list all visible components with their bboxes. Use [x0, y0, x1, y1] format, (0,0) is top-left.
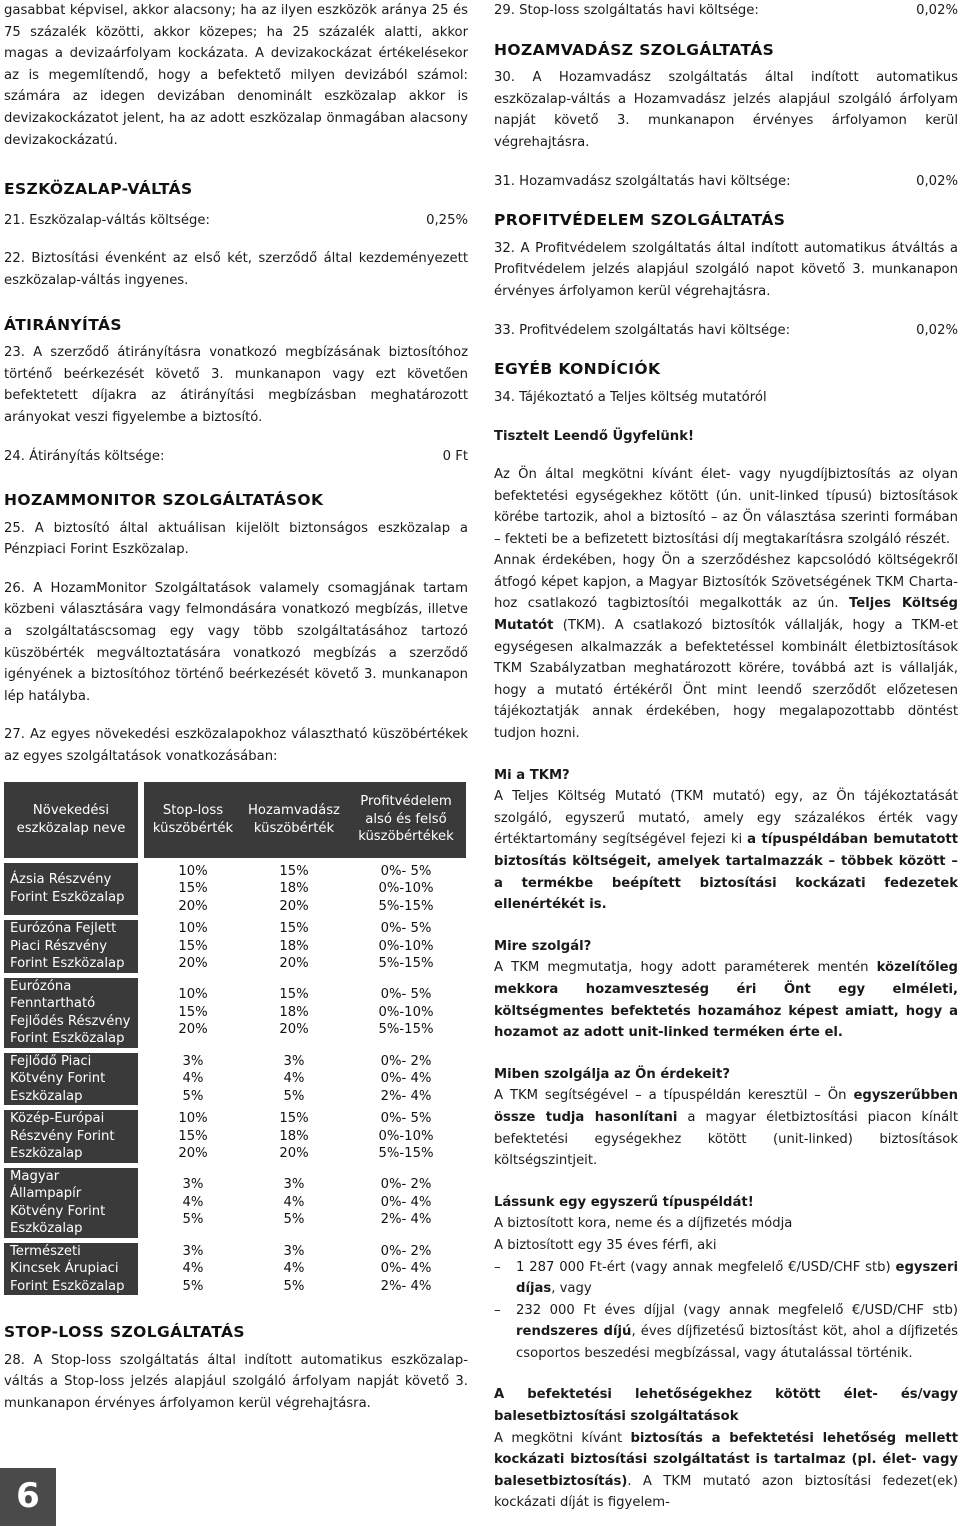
fee-label-21: 21. Eszközalap-váltás költsége:: [4, 212, 210, 228]
section-title-profitvedelem: PROFITVÉDELEM SZOLGÁLTATÁS: [494, 211, 786, 230]
stoploss-values: 10% 15% 20%: [141, 860, 242, 918]
fee-value-33: 0,02%: [916, 322, 958, 338]
fund-name: Eurózóna Fenntartható Fejlődés Részvény Forint Eszközalap: [4, 975, 141, 1050]
fund-name: Természeti Kincsek Árupiaci Forint Eszközalap: [4, 1240, 141, 1298]
fee-row-33: [494, 320, 958, 342]
answer-miben-szolgalja: A TKM segítségével – a típuspéldán keresztül – Ön egyszerűbben össze tudja hasonlítani a magyar életbiztosítási piacon kínált befektetési egységekhez kötött (unit-linked) biztosítások költségszintjeit.: [494, 1088, 958, 1169]
section-title-hozamvadasz: HOZAMVADÁSZ SZOLGÁLTATÁS: [494, 40, 775, 59]
fee-value-29: 0,02%: [916, 3, 958, 18]
stoploss-values: 10% 15% 20%: [141, 1108, 242, 1166]
paragraph-26: 26. A HozamMonitor Szolgáltatások valamely csomagjának tartam közbeni választására vagy felmondására vonatkozó megbízás, illetve a szolgáltatáscsomag egy vagy több szolgáltatásához tartozó küszöbérték megváltoztatására vonatkozó megbízás a szerződő igényének a biztosítóhoz történő beérkezését követő 3. munkanapon lép hatályba.: [4, 580, 468, 704]
table-row: [4, 1050, 466, 1108]
paragraph-27: 27. Az egyes növekedési eszközalapokhoz választható küszöbértékek az egyes szolgáltatások vonatkozásában:: [4, 727, 468, 765]
table-header-fund: Növekedési eszközalap neve: [4, 782, 141, 861]
fund-name: Magyar Állampapír Kötvény Forint Eszközalap: [4, 1165, 141, 1240]
fee-value-21: 0,25%: [426, 212, 468, 228]
table-row: [4, 1108, 466, 1166]
question-miben-szolgalja: Miben szolgálja az Ön érdekeit?: [494, 1066, 731, 1082]
hozamvadasz-values: 15% 18% 20%: [242, 860, 346, 918]
paragraph-30: 30. A Hozamvadász szolgáltatás által indított automatikus eszközalap-váltás a Hozamvadász jelzés alapjául szolgáló árfolyam napját követő 3. munkanapon érvényes árfolyamon kerül végrehajtásra.: [494, 70, 958, 150]
paragraph-28: 28. A Stop-loss szolgáltatás által indított automatikus eszközalap-váltás a Stop-loss jelzés alapjául szolgáló árfolyam napját követő 3. munkanapon érvényes árfolyamon kerül végrehajtásra.: [4, 1352, 468, 1411]
stoploss-values: 10% 15% 20%: [141, 918, 242, 976]
fee-label-33: 33. Profitvédelem szolgáltatás havi költsége:: [494, 322, 791, 338]
fee-label-29: 29. Stop-loss szolgáltatás havi költsége:: [494, 3, 759, 18]
hozamvadasz-values: 15% 18% 20%: [242, 975, 346, 1050]
example-title: Lássunk egy egyszerű típuspéldát!: [494, 1194, 754, 1210]
hozamvadasz-values: 3% 4% 5%: [242, 1165, 346, 1240]
table-row: [4, 1165, 466, 1240]
section-title-eszkozalap-valtas: ESZKÖZALAP-VÁLTÁS: [4, 180, 193, 199]
tkm-charta-paragraph: Annak érdekében, hogy Ön a szerződéshez kapcsolódó költségekről átfogó képet kapjon, a Magyar Biztosítók Szövetségének TKM Charta-hoz csatlakozó tagbiztosítói megalkották az ún. Teljes Költség Mutatót (TKM). A csatlakozó biztosítók vállalják, hogy a TKM-et egységesen alkalmazzák a befektetéssel kombinált életbiztosítások TKM Szabályzatban meghatározott körére, továbbá azt is vállalják, hogy a mutató értékéről Önt mint leendő szerződőt előzetesen tájékoztatják annak érdekében, hogy megalapozottabb döntést tudjon hozni.: [494, 553, 959, 742]
fee-row-21: [4, 210, 468, 232]
profitvedelem-values: 0%- 2% 0%- 4% 2%- 4%: [346, 1165, 466, 1240]
fund-name: Közép-Európai Részvény Forint Eszközalap: [4, 1108, 141, 1166]
question-mi-a-tkm: Mi a TKM?: [494, 767, 570, 783]
stoploss-values: 3% 4% 5%: [141, 1240, 242, 1298]
section-befektetesi-lehetosegek-title: A befektetési lehetőségekhez kötött élet- és/vagy balesetbiztosítási szolgáltatások: [494, 1387, 958, 1425]
list-item: – 232 000 Ft éves díjjal (vagy annak megfelelő €/USD/CHF stb) rendszeres díjú, éves díjfizetésű biztosítást köt, ahol a díjfizetés csoportos beszedési megbízással, vagy átutalással történik.: [494, 1300, 958, 1365]
fee-row-29: [494, 0, 958, 22]
section-title-egyeb-kondiciok: EGYÉB KONDÍCIÓK: [494, 360, 661, 379]
table-row: [4, 975, 466, 1050]
profitvedelem-values: 0%- 5% 0%-10% 5%-15%: [346, 860, 466, 918]
left-column: [4, 0, 468, 1415]
profitvedelem-values: 0%- 5% 0%-10% 5%-15%: [346, 975, 466, 1050]
table-header-hozamvadasz: Hozamvadász küszöbérték: [242, 782, 346, 861]
stoploss-values: 10% 15% 20%: [141, 975, 242, 1050]
fee-row-31: [494, 171, 958, 193]
paragraph-32: 32. A Profitvédelem szolgáltatás által indított automatikus átváltás a Profitvédelem jelzés alapjául szolgáló napot követő 3. munkanapon érvényes árfolyamon kerül végrehajtásra.: [494, 240, 958, 299]
answer-mire-szolgal: A TKM megmutatja, hogy adott paraméterek mentén közelítőleg mekkora hozamveszteség éri Önt egy elméleti, költségmentes befektetés hozamához képest amiatt, hogy a hozamot az adott unit-linked terméken érte el.: [494, 960, 958, 1041]
table-row: [4, 1240, 466, 1298]
fund-name: Fejlődő Piaci Kötvény Forint Eszközalap: [4, 1050, 141, 1108]
hozamvadasz-values: 15% 18% 20%: [242, 1108, 346, 1166]
answer-mi-a-tkm: A Teljes Költség Mutató (TKM mutató) egy, az Ön tájékoztatását szolgáló, egyszerű mutató, amely egy százalékos érték vagy értéktartomány segítségével fejezi ki a típuspéldában bemutatott biztosítás költségeit, amelyek tartalmazzák – többek között – a termékbe beépített biztosítási kockázati fedezetek ellenértékét is.: [494, 789, 959, 913]
tkm-intro-paragraph: Az Ön által megkötni kívánt élet- vagy nyugdíjbiztosítás az olyan befektetési egységekhez kötött (ún. unit-linked típusú) biztosítások körébe tartozik, ahol a biztosító – az Ön választása szerinti formában – fekteti be a befizetett biztosítási díj megtakarításra szolgáló részét.: [494, 466, 958, 547]
section-title-hozammonitor: HOZAMMONITOR SZOLGÁLTATÁSOK: [4, 491, 324, 510]
question-mire-szolgal: Mire szolgál?: [494, 938, 592, 954]
hozamvadasz-values: 15% 18% 20%: [242, 918, 346, 976]
stoploss-values: 3% 4% 5%: [141, 1165, 242, 1240]
fee-label-31: 31. Hozamvadász szolgáltatás havi költsége:: [494, 173, 791, 189]
paragraph-34: 34. Tájékoztató a Teljes költség mutatóról: [494, 389, 767, 405]
table-header-stoploss: Stop-loss küszöbérték: [141, 782, 242, 861]
hozamvadasz-values: 3% 4% 5%: [242, 1240, 346, 1298]
fee-row-24: [4, 446, 468, 468]
table-header-profitvedelem: Profitvédelem alsó és felső küszöbértékek: [346, 782, 466, 861]
table-header-row: [4, 782, 466, 861]
fee-label-24: 24. Átirányítás költsége:: [4, 448, 165, 464]
table-row: [4, 918, 466, 976]
fund-name: Ázsia Részvény Forint Eszközalap: [4, 860, 141, 918]
paragraph-22: 22. Biztosítási évenként az első két, szerződő által kezdeményezett eszközalap-váltás ingyenes.: [4, 251, 468, 288]
section-befektetesi-lehetosegek-text: A megkötni kívánt biztosítás a befektetési lehetőség mellett kockázati biztosítási szolgáltatást is tartalmaz (pl. élet- vagy balesetbiztosítás). A TKM mutató azon biztosítási fedezet(ek) kockázati díját is figyelem-: [494, 1430, 959, 1511]
page-number: 6: [0, 1468, 56, 1526]
fund-name: Eurózóna Fejlett Piaci Részvény Forint Eszközalap: [4, 918, 141, 976]
greeting: Tisztelt Leendő Ügyfelünk!: [494, 429, 694, 445]
profitvedelem-values: 0%- 5% 0%-10% 5%-15%: [346, 1108, 466, 1166]
section-title-stop-loss: STOP-LOSS SZOLGÁLTATÁS: [4, 1323, 245, 1342]
example-subtitle: A biztosított kora, neme és a díjfizetés módja: [494, 1216, 793, 1232]
hozamvadasz-values: 3% 4% 5%: [242, 1050, 346, 1108]
profitvedelem-values: 0%- 2% 0%- 4% 2%- 4%: [346, 1240, 466, 1298]
stoploss-values: 3% 4% 5%: [141, 1050, 242, 1108]
fee-value-24: 0 Ft: [442, 448, 468, 464]
intro-paragraph: gasabbat képvisel, akkor alacsony; ha az ilyen eszközök aránya 25 és 75 százalék közötti, akkor közepes; ha 25 százalék alatti, akkor magas a devizaárfolyam kockázata. A devizakockázat értékelésekor az is megemlítendő, hogy a befektető milyen devizából számol: számára az idegen devizában denominált eszközalap akkor is devizakockázatot jelent, ha az adott eszközalap önmagában alacsony devizakockázatú.: [4, 3, 468, 148]
table-row: [4, 860, 466, 918]
fee-value-31: 0,02%: [916, 173, 958, 189]
profitvedelem-values: 0%- 2% 0%- 4% 2%- 4%: [346, 1050, 466, 1108]
paragraph-25: 25. A biztosító által aktuálisan kijelölt biztonságos eszközalap a Pénzpiaci Forint Eszközalap.: [4, 520, 468, 558]
list-item: – 1 287 000 Ft-ért (vagy annak megfelelő €/USD/CHF stb) egyszeri díjas, vagy: [494, 1257, 958, 1300]
profitvedelem-values: 0%- 5% 0%-10% 5%-15%: [346, 918, 466, 976]
example-intro: A biztosított egy 35 éves férfi, aki: [494, 1237, 717, 1253]
section-title-atiranyitas: ÁTIRÁNYÍTÁS: [4, 315, 122, 334]
threshold-table: [4, 782, 466, 1301]
right-column: [494, 0, 958, 1514]
example-list: [494, 1257, 958, 1365]
paragraph-23: 23. A szerződő átirányításra vonatkozó megbízásának biztosítóhoz történő beérkezését követő 3. munkanapon vagy ezt követően befektetett díjakra az átirányítási megbízásban meghatározott arányokat veszi figyelembe a biztosító.: [4, 345, 468, 425]
